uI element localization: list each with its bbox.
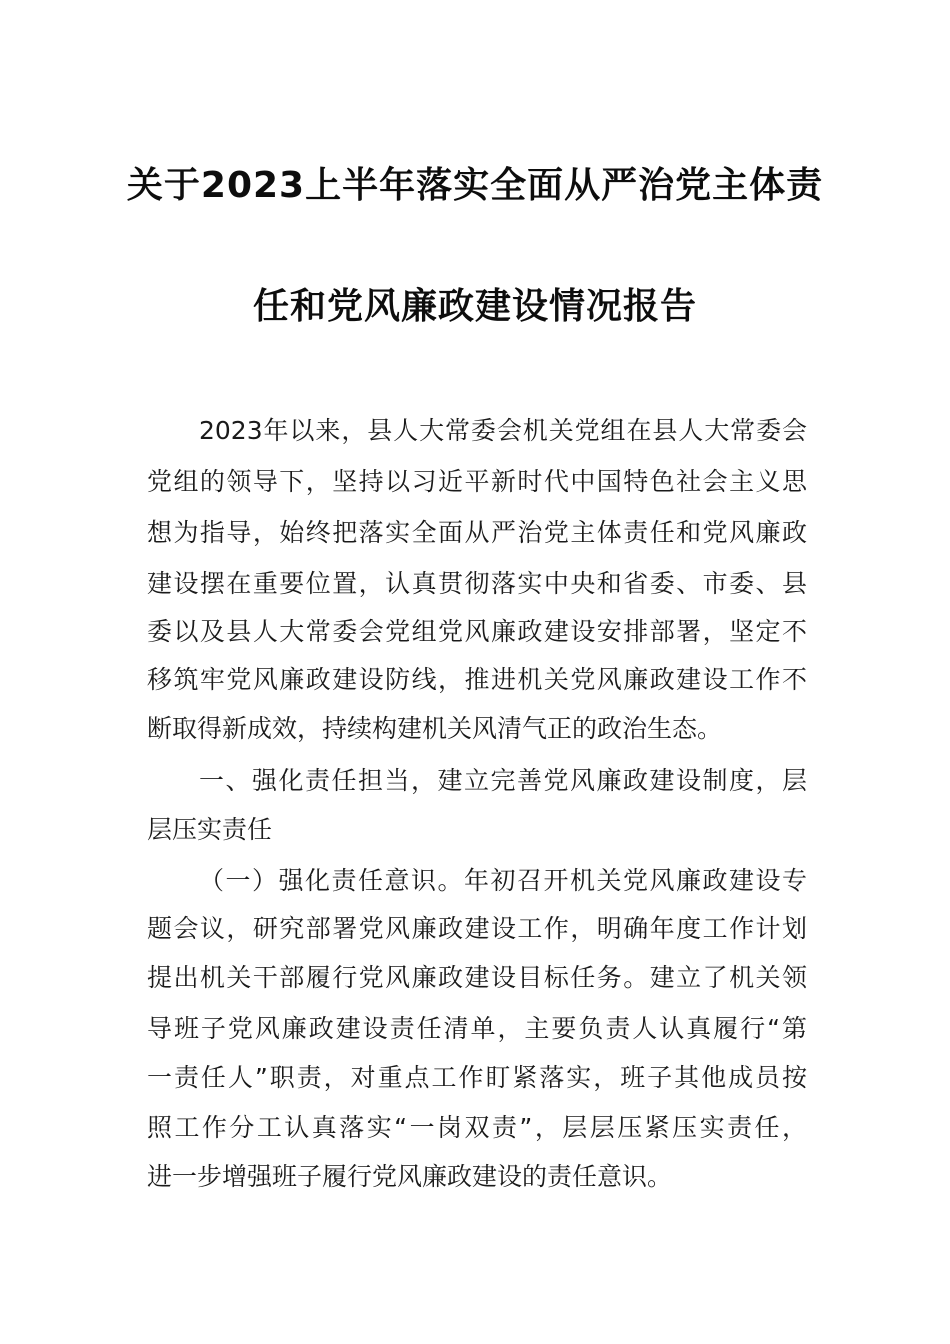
paragraph-2-line-7: 进一步增强班子履行党风廉政建设的责任意识。: [147, 1162, 673, 1191]
paragraph-1-line-2: 党组的领导下，坚持以习近平新时代中国特色社会主义思: [147, 467, 807, 496]
paragraph-2-line-4: 导班子党风廉政建设责任清单，主要负责人认真履行“第: [147, 1014, 807, 1043]
paragraph-1-line-4: 建设摆在重要位置，认真贯彻落实中央和省委、市委、县: [147, 569, 807, 598]
paragraph-1-line-5: 委以及县人大常委会党组党风廉政建设安排部署，坚定不: [147, 617, 807, 646]
section-heading-line-1: 一、强化责任担当，建立完善党风廉政建设制度，层: [199, 766, 807, 795]
paragraph-2-line-3: 提出机关干部履行党风廉政建设目标任务。建立了机关领: [147, 963, 807, 992]
document-title-line-1: 关于2023上半年落实全面从严治党主体责: [126, 165, 824, 206]
paragraph-2-line-6: 照工作分工认真落实“一岗双责”，层层压紧压实责任，: [147, 1113, 807, 1142]
paragraph-1-line-3: 想为指导，始终把落实全面从严治党主体责任和党风廉政: [147, 518, 807, 547]
paragraph-2-line-5: 一责任人”职责，对重点工作盯紧落实，班子其他成员按: [147, 1063, 807, 1092]
paragraph-1-line-1: 2023年以来，县人大常委会机关党组在县人大常委会: [199, 416, 807, 445]
paragraph-2-line-1: （一）强化责任意识。年初召开机关党风廉政建设专: [199, 866, 807, 895]
document-title-line-2: 任和党风廉政建设情况报告: [252, 286, 697, 327]
paragraph-1-line-7: 断取得新成效，持续构建机关风清气正的政治生态。: [147, 714, 723, 743]
paragraph-2-line-2: 题会议，研究部署党风廉政建设工作，明确年度工作计划: [147, 914, 807, 943]
paragraph-1-line-6: 移筑牢党风廉政建设防线，推进机关党风廉政建设工作不: [147, 665, 807, 694]
section-heading-line-2: 层压实责任: [147, 815, 273, 844]
